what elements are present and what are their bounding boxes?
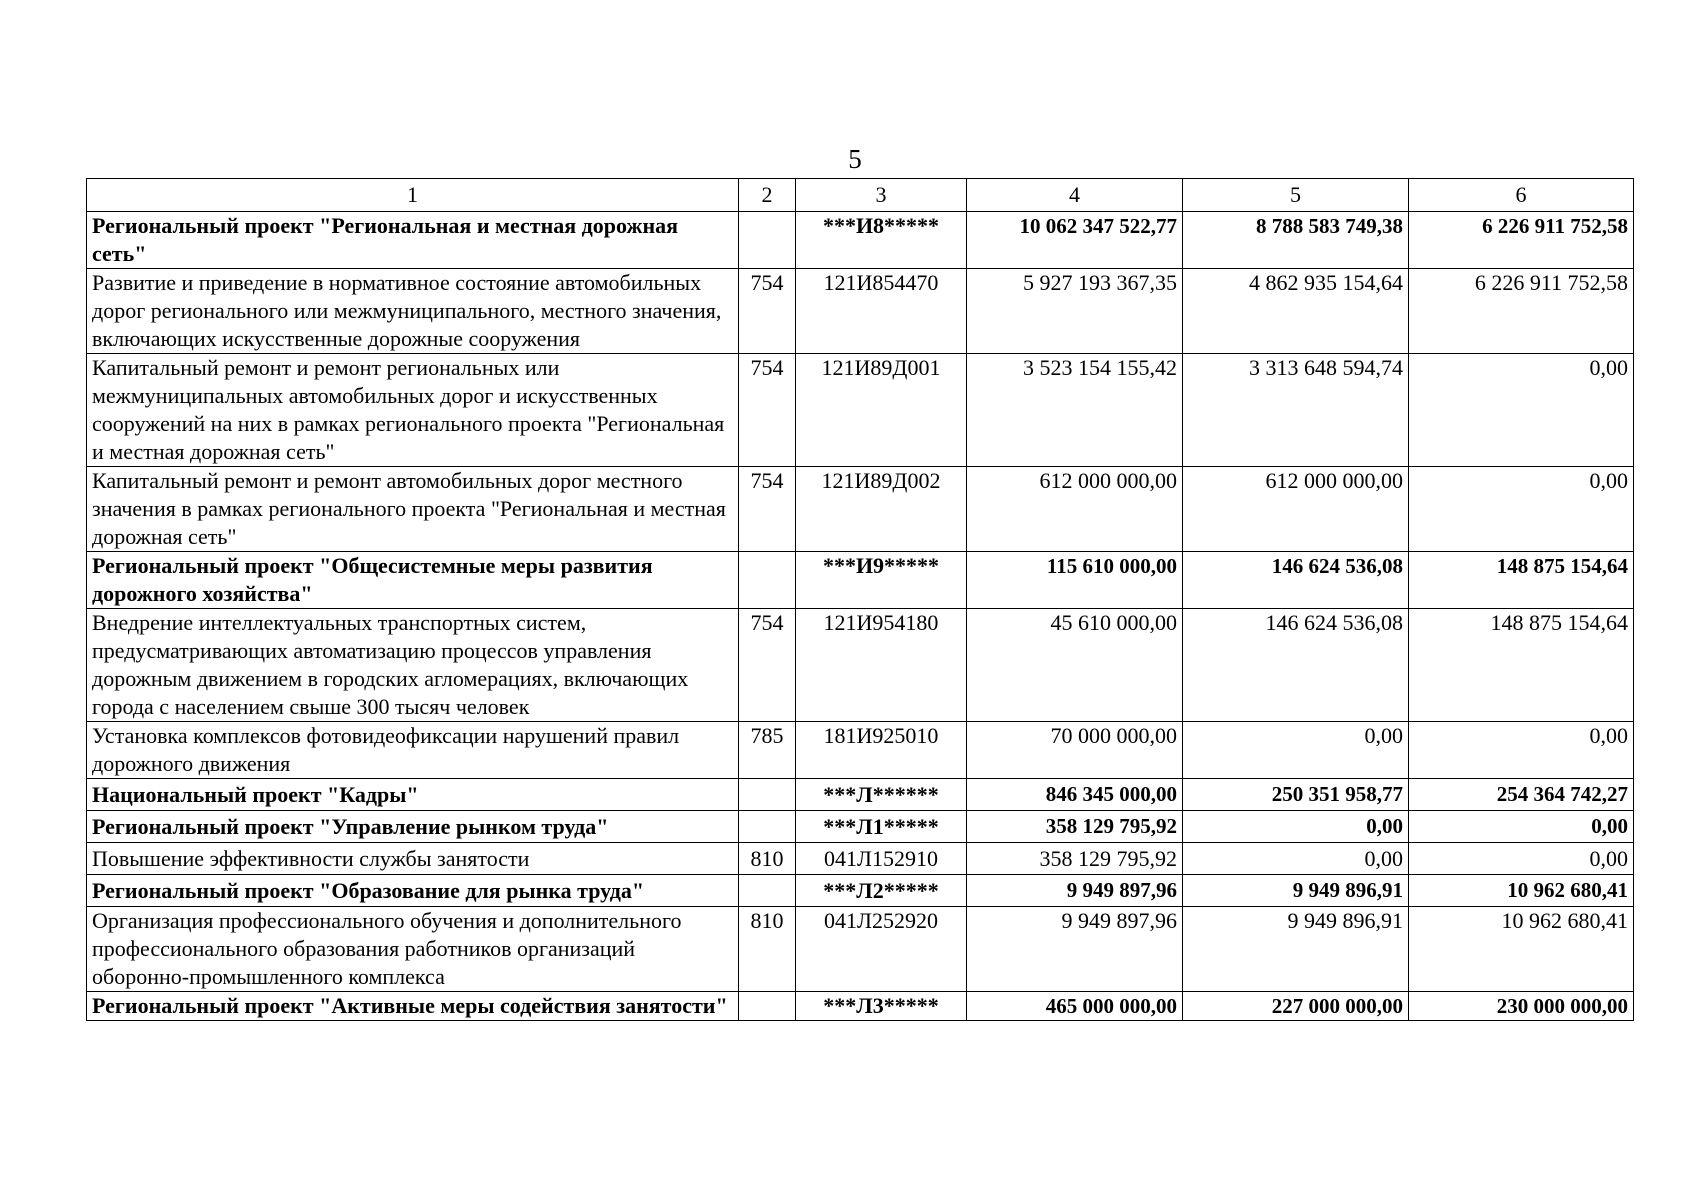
row-amount-col4: 9 949 897,96 bbox=[967, 907, 1183, 992]
row-name: Развитие и приведение в нормативное состояние автомобильных дорог регионального или межмуниципального, местного значения, включающих искусственные дорожные сооружения bbox=[87, 269, 739, 354]
table-row bbox=[87, 875, 1634, 907]
header-col-2: 2 bbox=[739, 179, 796, 212]
row-code: ***И9***** bbox=[796, 552, 967, 609]
budget-table bbox=[86, 178, 1634, 1021]
row-amount-col6: 254 364 742,27 bbox=[1409, 779, 1634, 811]
row-amount-col4: 3 523 154 155,42 bbox=[967, 354, 1183, 467]
row-grbs bbox=[739, 779, 796, 811]
row-code: 121И854470 bbox=[796, 269, 967, 354]
row-grbs: 754 bbox=[739, 467, 796, 552]
row-name: Установка комплексов фотовидеофиксации нарушений правил дорожного движения bbox=[87, 722, 739, 779]
row-name: Капитальный ремонт и ремонт автомобильных дорог местного значения в рамках регионального проекта "Региональная и местная дорожная сеть" bbox=[87, 467, 739, 552]
row-code: 181И925010 bbox=[796, 722, 967, 779]
row-amount-col6: 6 226 911 752,58 bbox=[1409, 212, 1634, 269]
table-row bbox=[87, 779, 1634, 811]
row-amount-col5: 3 313 648 594,74 bbox=[1183, 354, 1409, 467]
page-number: 5 bbox=[848, 144, 862, 174]
row-amount-col5: 146 624 536,08 bbox=[1183, 609, 1409, 722]
table-row bbox=[87, 722, 1634, 779]
header-col-6: 6 bbox=[1409, 179, 1634, 212]
row-amount-col6: 148 875 154,64 bbox=[1409, 609, 1634, 722]
table-row bbox=[87, 843, 1634, 875]
row-amount-col5: 0,00 bbox=[1183, 843, 1409, 875]
row-code: ***И8***** bbox=[796, 212, 967, 269]
row-amount-col5: 0,00 bbox=[1183, 811, 1409, 843]
table-row bbox=[87, 212, 1634, 269]
table-row bbox=[87, 269, 1634, 354]
row-grbs: 810 bbox=[739, 843, 796, 875]
row-code: ***Л3***** bbox=[796, 992, 967, 1021]
table-row bbox=[87, 811, 1634, 843]
table-row bbox=[87, 609, 1634, 722]
row-amount-col4: 846 345 000,00 bbox=[967, 779, 1183, 811]
row-amount-col5: 146 624 536,08 bbox=[1183, 552, 1409, 609]
row-amount-col6: 10 962 680,41 bbox=[1409, 907, 1634, 992]
row-amount-col6: 10 962 680,41 bbox=[1409, 875, 1634, 907]
row-code: 121И954180 bbox=[796, 609, 967, 722]
row-code: ***Л2***** bbox=[796, 875, 967, 907]
row-grbs: 810 bbox=[739, 907, 796, 992]
row-code: 041Л152910 bbox=[796, 843, 967, 875]
row-name: Региональный проект "Региональная и местная дорожная сеть" bbox=[87, 212, 739, 269]
row-amount-col6: 0,00 bbox=[1409, 467, 1634, 552]
row-code: ***Л1***** bbox=[796, 811, 967, 843]
header-col-1: 1 bbox=[87, 179, 739, 212]
table-row bbox=[87, 467, 1634, 552]
row-amount-col5: 612 000 000,00 bbox=[1183, 467, 1409, 552]
row-name: Региональный проект "Активные меры содействия занятости" bbox=[87, 992, 739, 1021]
row-amount-col5: 9 949 896,91 bbox=[1183, 875, 1409, 907]
row-name: Организация профессионального обучения и дополнительного профессионального образования работников организаций оборонно-промышленного комплекса bbox=[87, 907, 739, 992]
row-amount-col4: 9 949 897,96 bbox=[967, 875, 1183, 907]
header-col-3: 3 bbox=[796, 179, 967, 212]
row-name: Региональный проект "Управление рынком труда" bbox=[87, 811, 739, 843]
row-grbs bbox=[739, 875, 796, 907]
row-amount-col5: 9 949 896,91 bbox=[1183, 907, 1409, 992]
row-amount-col6: 0,00 bbox=[1409, 354, 1634, 467]
table-body bbox=[87, 212, 1634, 1021]
row-grbs bbox=[739, 552, 796, 609]
row-amount-col6: 0,00 bbox=[1409, 811, 1634, 843]
row-amount-col4: 612 000 000,00 bbox=[967, 467, 1183, 552]
row-amount-col4: 358 129 795,92 bbox=[967, 811, 1183, 843]
row-grbs: 754 bbox=[739, 354, 796, 467]
row-amount-col5: 0,00 bbox=[1183, 722, 1409, 779]
header-col-4: 4 bbox=[967, 179, 1183, 212]
row-name: Национальный проект "Кадры" bbox=[87, 779, 739, 811]
row-code: ***Л****** bbox=[796, 779, 967, 811]
header-col-5: 5 bbox=[1183, 179, 1409, 212]
row-amount-col4: 115 610 000,00 bbox=[967, 552, 1183, 609]
row-name: Региональный проект "Образование для рынка труда" bbox=[87, 875, 739, 907]
row-amount-col5: 250 351 958,77 bbox=[1183, 779, 1409, 811]
row-code: 121И89Д002 bbox=[796, 467, 967, 552]
row-name: Капитальный ремонт и ремонт региональных или межмуниципальных автомобильных дорог и искусственных сооружений на них в рамках регионального проекта "Региональная и местная дорожная сеть" bbox=[87, 354, 739, 467]
row-amount-col6: 148 875 154,64 bbox=[1409, 552, 1634, 609]
row-amount-col4: 10 062 347 522,77 bbox=[967, 212, 1183, 269]
row-grbs: 754 bbox=[739, 269, 796, 354]
row-amount-col5: 227 000 000,00 bbox=[1183, 992, 1409, 1021]
header-row bbox=[87, 179, 1634, 212]
row-name: Внедрение интеллектуальных транспортных систем, предусматривающих автоматизацию процессов управления дорожным движением в городских агломерациях, включающих города с населением свыше 300 тысяч человек bbox=[87, 609, 739, 722]
row-amount-col4: 465 000 000,00 bbox=[967, 992, 1183, 1021]
table-header bbox=[87, 179, 1634, 212]
row-amount-col4: 45 610 000,00 bbox=[967, 609, 1183, 722]
row-amount-col5: 8 788 583 749,38 bbox=[1183, 212, 1409, 269]
row-amount-col4: 5 927 193 367,35 bbox=[967, 269, 1183, 354]
row-amount-col6: 6 226 911 752,58 bbox=[1409, 269, 1634, 354]
table-row bbox=[87, 552, 1634, 609]
row-grbs: 754 bbox=[739, 609, 796, 722]
table-row bbox=[87, 354, 1634, 467]
row-grbs bbox=[739, 811, 796, 843]
row-name: Региональный проект "Общесистемные меры развития дорожного хозяйства" bbox=[87, 552, 739, 609]
row-amount-col6: 230 000 000,00 bbox=[1409, 992, 1634, 1021]
row-amount-col6: 0,00 bbox=[1409, 722, 1634, 779]
row-amount-col4: 358 129 795,92 bbox=[967, 843, 1183, 875]
row-grbs: 785 bbox=[739, 722, 796, 779]
row-name: Повышение эффективности службы занятости bbox=[87, 843, 739, 875]
table-row bbox=[87, 907, 1634, 992]
table-row bbox=[87, 992, 1634, 1021]
row-grbs bbox=[739, 992, 796, 1021]
row-grbs bbox=[739, 212, 796, 269]
row-amount-col6: 0,00 bbox=[1409, 843, 1634, 875]
row-amount-col5: 4 862 935 154,64 bbox=[1183, 269, 1409, 354]
row-amount-col4: 70 000 000,00 bbox=[967, 722, 1183, 779]
row-code: 041Л252920 bbox=[796, 907, 967, 992]
row-code: 121И89Д001 bbox=[796, 354, 967, 467]
